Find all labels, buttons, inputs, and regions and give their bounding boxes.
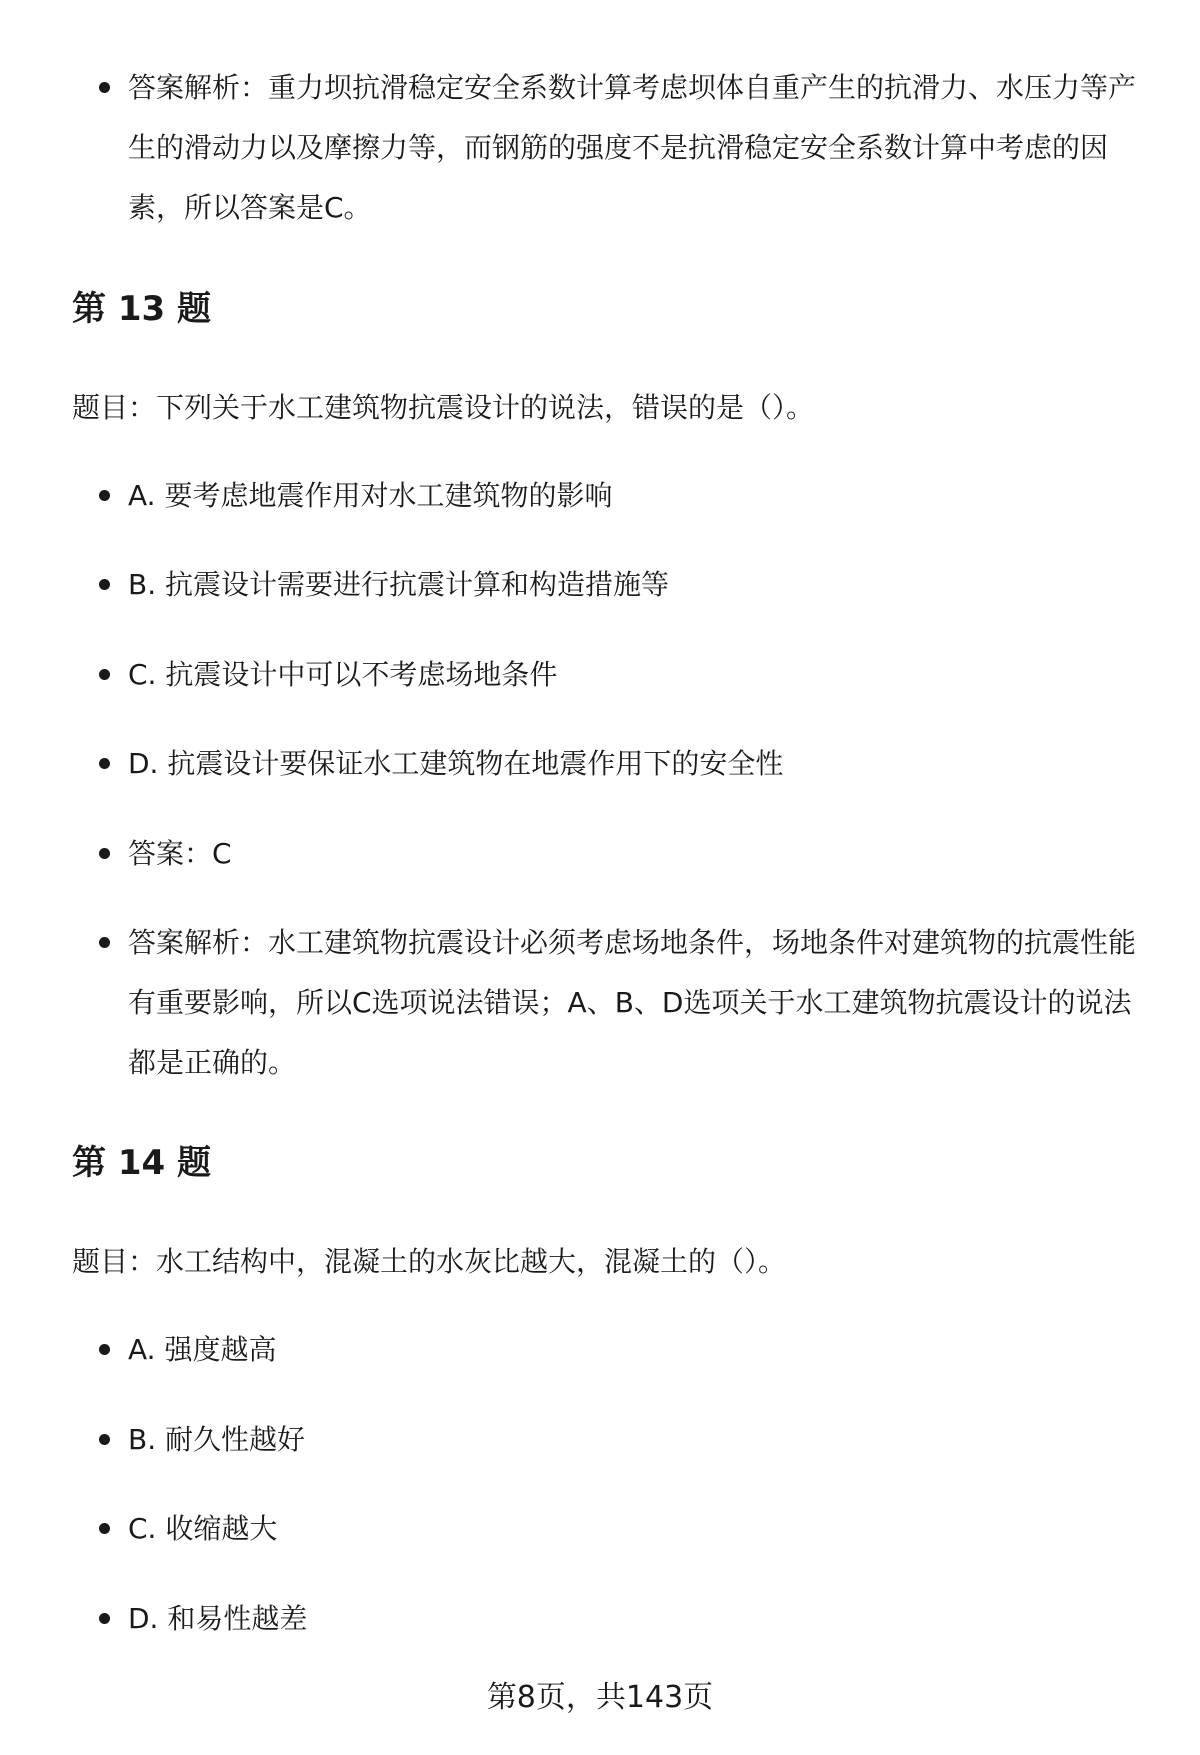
page-number-footer: 第8页，共143页: [486, 1680, 714, 1715]
q13-option-a: A. 要考虑地震作用对水工建筑物的影响: [128, 466, 1138, 526]
q14-option-a: A. 强度越高: [128, 1320, 1138, 1380]
q13-heading: 第 13 题: [72, 289, 211, 329]
q14-option-d: D. 和易性越差: [128, 1589, 1138, 1649]
q13-answer-analysis: 答案解析：水工建筑物抗震设计必须考虑场地条件，场地条件对建筑物的抗震性能有重要影响，所以C选项说法错误；A、B、D选项关于水工建筑物抗震设计的说法都是正确的。: [128, 913, 1138, 1093]
q13-option-b: B. 抗震设计需要进行抗震计算和构造措施等: [128, 555, 1138, 615]
q14-option-c: C. 收缩越大: [128, 1499, 1138, 1559]
q13-option-d: D. 抗震设计要保证水工建筑物在地震作用下的安全性: [128, 734, 1138, 794]
q13-answer: 答案：C: [128, 824, 1138, 884]
q14-stem: 题目：水工结构中，混凝土的水灰比越大，混凝土的（）。: [72, 1245, 787, 1278]
q12-answer-analysis: 答案解析：重力坝抗滑稳定安全系数计算考虑坝体自重产生的抗滑力、水压力等产生的滑动力以及摩擦力等，而钢筋的强度不是抗滑稳定安全系数计算中考虑的因素，所以答案是C。: [128, 58, 1138, 238]
q13-stem: 题目：下列关于水工建筑物抗震设计的说法，错误的是（）。: [72, 391, 815, 424]
q13-option-c: C. 抗震设计中可以不考虑场地条件: [128, 645, 1138, 705]
q14-option-b: B. 耐久性越好: [128, 1410, 1138, 1470]
q14-heading: 第 14 题: [72, 1143, 211, 1183]
